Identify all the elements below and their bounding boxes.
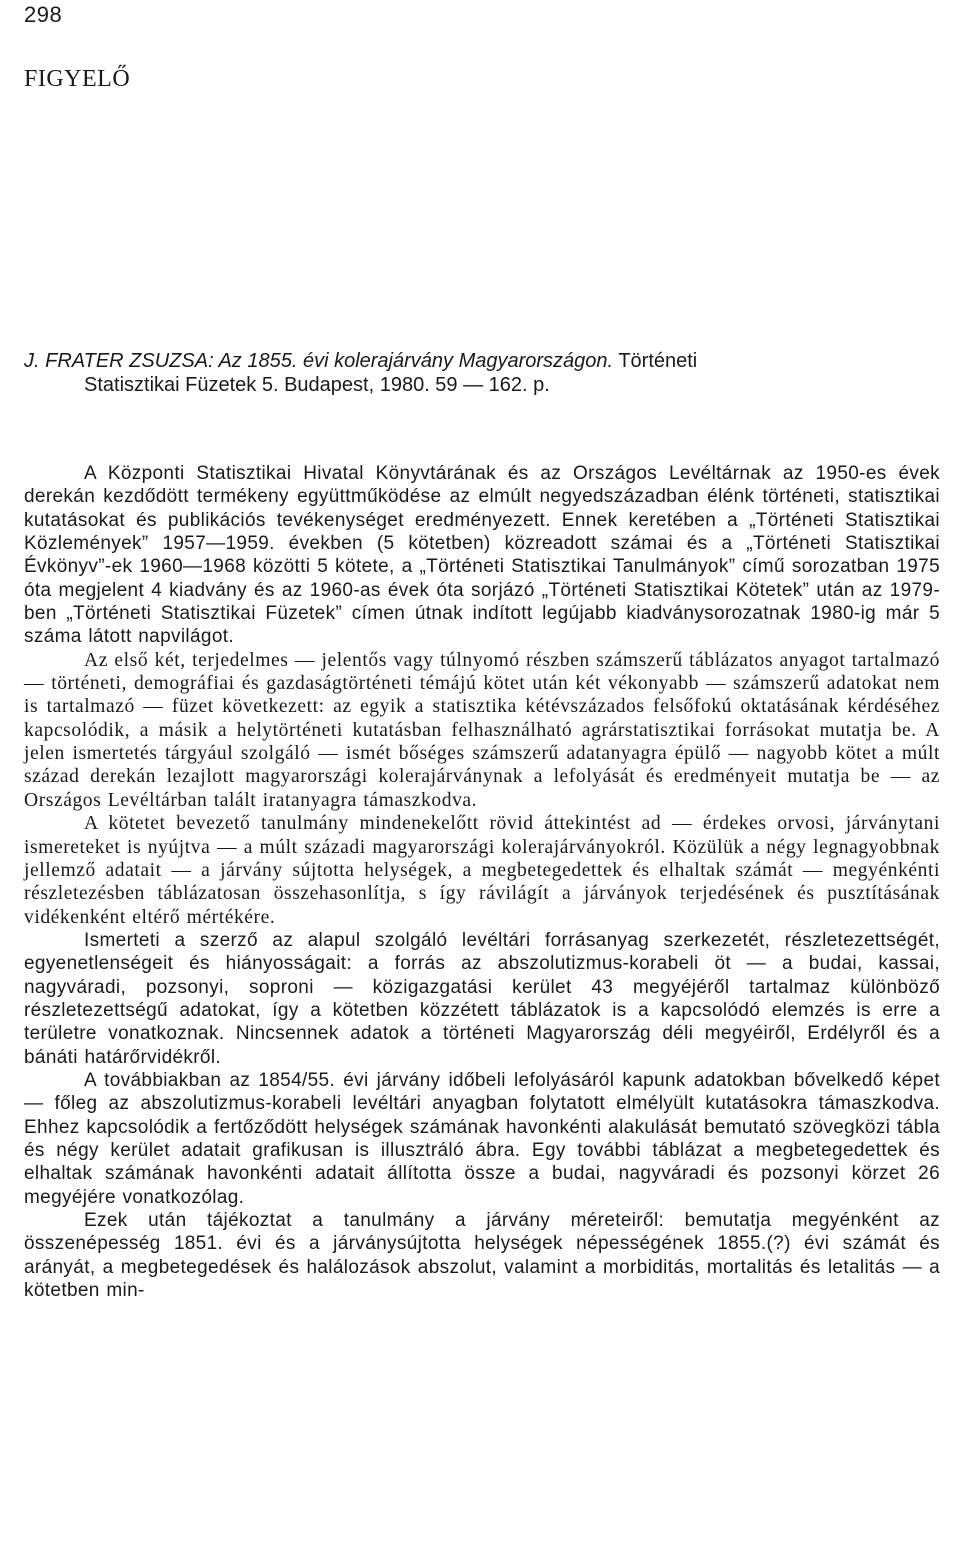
bibliographic-citation bbox=[24, 349, 940, 397]
paragraph-1: A Központi Statisztikai Hivatal Könyvtárának és az Országos Levéltárnak az 1950-es évek derekán kezdődött termékeny együttműködése az elmúlt negyedszázadban élénk történeti, statisztikai kutatásokat és publikációs tevékenységet eredményezett. Ennek keretében a „Történeti Statisztikai Közlemények” 1957—1959. években (5 kötetben) közreadott számai és a „Történeti Statisztikai Évkönyv”-ek 1960—1968 közötti 5 kötete, a „Történeti Statisztikai Tanulmányok” című sorozatban 1975 óta megjelent 4 kiadvány és az 1960-as évek óta sorjázó „Történeti Statisztikai Kötetek” után az 1979-ben „Történeti Statisztikai Füzetek” címen útnak indított legújabb kiadványsorozatnak 1980-ig már 5 száma látott napvilágot. bbox=[24, 463, 940, 648]
citation-author-title: J. FRATER ZSUZSA: Az 1855. évi kolerajárvány Magyarországon. bbox=[24, 350, 614, 372]
citation-series: Történeti bbox=[618, 350, 698, 372]
paragraph-6: Ezek után tájékoztat a tanulmány a járvány méreteiről: bemutatja megyénként az összenépesség 1851. évi és a járványsújtotta helységek népességének 1855.(?) évi számát és arányát, a megbetegedések és halálozások abszolut, valamint a morbiditás, mortalitás és letalitás — a kötetben min- bbox=[24, 1210, 940, 1302]
paragraph-2: Az első két, terjedelmes — jelentős vagy túlnyomó részben számszerű táblázatos anyagot tartalmazó — történeti, demográfiai és gazdaságtörténeti témájú kötet után két vékonyabb — számszerű adatokat nem is tartalmazó — füzet következett: az egyik a statisztika kétévszázados felsőfokú oktatásának kérdéséhez kapcsolódik, a másik a helytörténeti kutatásban felhasználható agrárstatisztikai forrásokat mutatja be. A jelen ismertetés tárgyául szolgáló — ismét bőséges számszerű adatanyagra épülő — nagyobb kötet a múlt század derekán lezajlott magyarországi kolerajárványnak a lefolyását és eredményeit mutatja be — az Országos Levéltárban talált iratanyagra támaszkodva. bbox=[24, 649, 940, 811]
review-body bbox=[24, 462, 940, 1302]
paragraph-3: A kötetet bevezető tanulmány mindenekelőtt rövid áttekintést ad — érdekes orvosi, járványtani ismereteket is nyújtva — a múlt századi magyarországi kolerajárványokról. Közülük a négy legnagyobbnak jellemző adatait — a járvány sújtotta helységek, a megbetegedettek és elhaltak számát — megyénkénti részletezésben táblázatosan összehasonlítja, s így rávilágít a járványok terjedésének és pusztításának vidékenként eltérő mértékére. bbox=[24, 813, 940, 928]
section-title: FIGYELŐ bbox=[24, 66, 131, 92]
paragraph-4: Ismerteti a szerző az alapul szolgáló levéltári forrásanyag szerkezetét, részletezettségét, egyenetlenségeit és hiányosságait: a forrás az abszolutizmus-korabeli öt — a budai, kassai, nagyváradi, pozsonyi, soproni — közigazgatási kerület 43 megyéjéről tartalmaz különböző részletezettségű adatokat, így a kötetben közzétett táblázatok is a kapcsolódó elemzés is erre a területre vonatkoznak. Nincsennek adatok a történeti Magyarország déli megyéiről, Erdélyről és a bánáti határőrvidékről. bbox=[24, 929, 940, 1068]
citation-publication: Statisztikai Füzetek 5. Budapest, 1980. 59 — 162. p. bbox=[84, 374, 550, 396]
page-number: 298 bbox=[24, 2, 63, 27]
paragraph-5: A továbbiakban az 1854/55. évi járvány időbeli lefolyásáról kapunk adatokban bővelkedő képet — főleg az abszolutizmus-korabeli levéltári anyagban folytatott elmélyült kutatásokra támaszkodva. Ehhez kapcsolódik a fertőződött helységek számának havonkénti alakulását bemutató szövegközi tábla és négy kerület adatait grafikusan is illusztráló ábra. Egy további táblázat a megbetegedettek és elhaltak számának havonkénti adatait állította össze a budai, nagyváradi és pozsonyi körzet 26 megyéjére vonatkozólag. bbox=[24, 1069, 940, 1208]
